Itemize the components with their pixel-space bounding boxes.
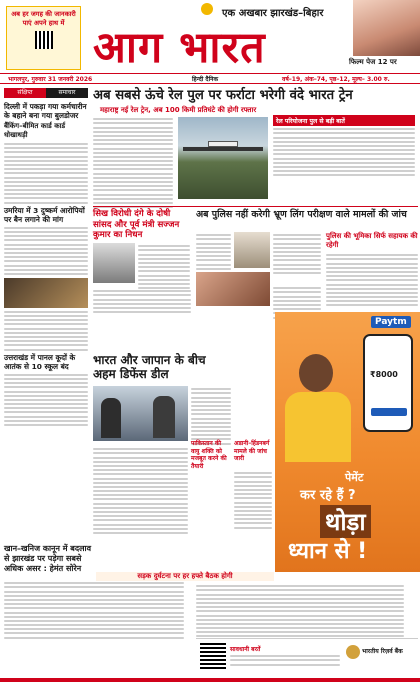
newspaper-title: आग भारत <box>93 23 266 73</box>
issue-line: वर्ष–19, अंक–74, पृष्ठ–12, मूल्य– 3.00 रु. <box>282 76 390 83</box>
special-label: फिल्म पेज 12 पर <box>349 58 397 66</box>
lead-subhead: महाराष्ट्र नई रेल ट्रेन, अब 100 किमी प्रतिघंटे की होगी रफ्तार <box>100 106 257 114</box>
story-road-headline: सड़क दुर्घटना पर हर हफ्ते बैठक होगी <box>96 572 274 581</box>
bridge-photo <box>178 117 268 199</box>
phone-mockup <box>363 334 413 432</box>
sidebar-text-block <box>4 227 88 275</box>
sidebar-photo <box>4 278 88 308</box>
tab-news: समाचार <box>46 88 88 98</box>
payment-amount: ₹8000 <box>370 370 398 379</box>
paper-type: हिन्दी दैनिक <box>192 76 219 83</box>
police-role-text <box>326 252 418 309</box>
mining-text <box>4 580 184 641</box>
lead-side-label: रेल परियोजना पुल से बड़ी बातें <box>273 115 415 126</box>
defence-photo <box>93 386 188 441</box>
story-adani-headline: अडानी–हिंडनबर्ग मामले की जांच जारी <box>234 440 270 462</box>
sajjan-photo <box>93 243 135 283</box>
ad-line-3: ध्यान से ! <box>288 539 368 564</box>
qr-icon <box>200 643 226 669</box>
bank-strip <box>196 638 418 676</box>
paytm-logo: Paytm <box>371 316 411 328</box>
sidebar-tabs <box>4 88 88 98</box>
bank-name: भारतीय रिज़र्व बैंक <box>362 648 403 655</box>
story-mining-headline: खान–खनिज कानून में बदलाव से झारखंड पर पड़ेगा सबसे अधिक असर : हेमंत सोरेन <box>4 544 92 573</box>
court-photo <box>234 232 270 268</box>
masthead <box>0 0 420 90</box>
sidebar-story-2: बैंकिंग–बीमित कार्ड कार्ड धोखाधड़ी <box>4 122 66 139</box>
foetus-photo <box>196 272 270 306</box>
rbi-disclaimer: सावधानी बरतें <box>230 646 261 653</box>
promo-text: अब हर जगह की जानकारी पाएं अपने हाथ में <box>11 10 76 27</box>
sidebar-story-1: दिल्ली में पकड़ा गया कर्मचारीन के बहाने बना गया बुलडोजर <box>4 102 87 120</box>
cover-photo <box>353 0 420 56</box>
date-bar <box>0 73 420 84</box>
police-text-1 <box>196 232 231 272</box>
sajjan-text-2 <box>93 288 191 315</box>
sidebar-text-block <box>4 311 88 351</box>
defence-text <box>93 446 188 536</box>
date-line: भागलपुर, गुरुवार 31 जनवरी 2026 <box>8 76 93 83</box>
story-sajjan-headline: सिख विरोधी दंगे के दोषी सांसद और पूर्व मंत्री सज्जन कुमार का निधन <box>93 209 180 240</box>
story-india-japan-headline: भारत और जापान के बीच अहम डिफेंस डील <box>93 353 206 381</box>
sidebar-story-4: उत्तराखंड में पानल कूदों के आतंक से 10 स्कूल बंद <box>4 352 76 371</box>
sidebar-story-3: उमरिया में 3 दुष्कर्म आरोपियों पर बैन लगाने की मांग <box>4 205 85 224</box>
ad-line-2: कर रहे हैं ? <box>300 488 356 503</box>
defence-text-2 <box>191 386 231 447</box>
ad-person <box>275 348 361 458</box>
rbi-logo-icon <box>346 645 360 659</box>
ad-line-1: पेमेंट <box>345 471 364 484</box>
police-text-2 <box>273 232 321 276</box>
adani-text <box>234 470 272 531</box>
sidebar-text-block <box>4 143 88 204</box>
lead-text-column <box>93 116 173 210</box>
story-police-role-headline: पुलिस की भूमिका सिर्फ सहायक की रहेगी <box>326 232 418 249</box>
road-text <box>196 583 404 640</box>
ad-highlight: थोड़ा <box>320 505 371 538</box>
story-police-headline: अब पुलिस नहीं करेगी भ्रूण लिंग परीक्षण वाले मामलों की जांच <box>196 209 407 220</box>
lead-headline: अब सबसे ऊंचे रेल पुल पर फर्राटा भरेगी वंदे भारत ट्रेन <box>93 88 353 103</box>
pay-button <box>371 408 407 416</box>
lead-side-text <box>273 126 415 178</box>
sidebar-text-block <box>4 374 88 426</box>
sun-logo-icon <box>201 3 213 15</box>
qr-icon <box>35 31 53 49</box>
sajjan-text <box>138 243 190 291</box>
promo-box <box>6 6 81 70</box>
newspaper-tagline: एक अखबार झारखंड–बिहार <box>222 8 324 19</box>
tab-brief: संक्षिप्त <box>4 88 46 98</box>
rbi-text <box>230 653 340 668</box>
story-pakistan-headline: पाकिस्तान की वायु शक्ति को मजबूत करने की तैयारी <box>191 440 227 470</box>
